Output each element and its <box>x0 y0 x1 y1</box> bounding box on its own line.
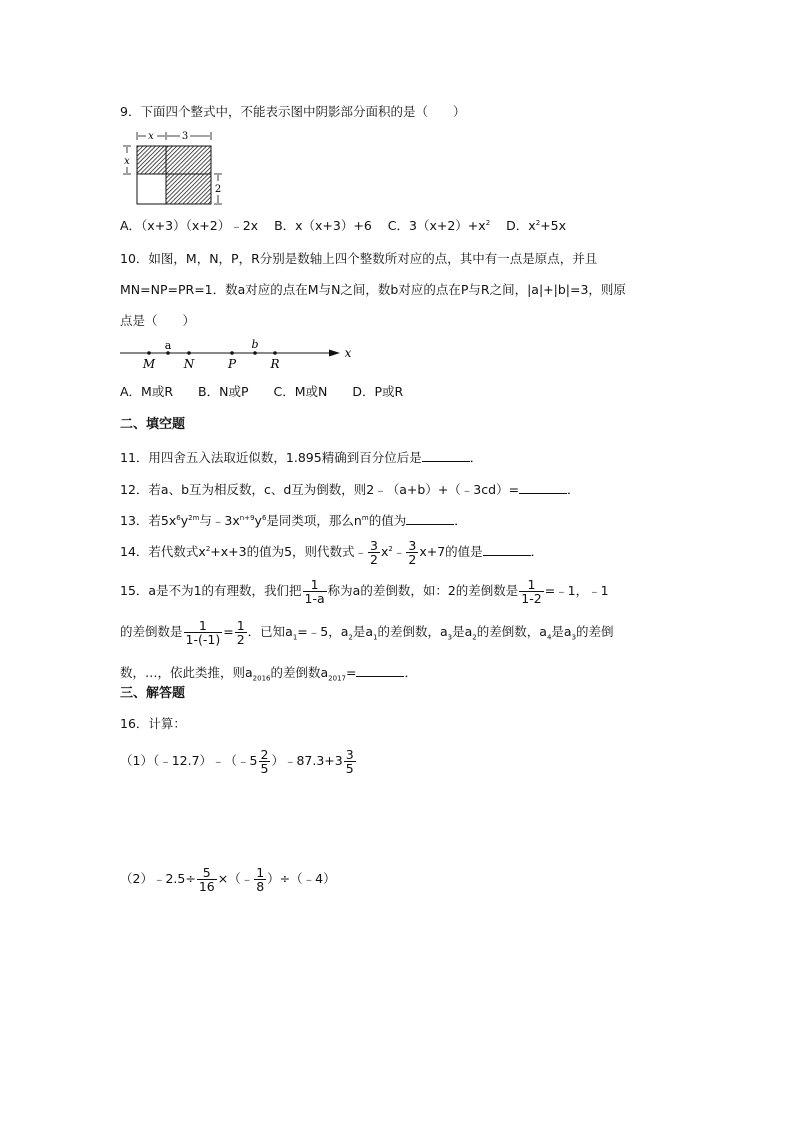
q15-line-3: 数，…，依此类推，则$a_{2016}$的差倒数$a_{2017}=$ ． <box>120 665 417 683</box>
q16-part-1: （1）（﹣12.7）﹣（﹣5 $\frac{2}{5}$ ）﹣87.3+3 $\frac{3}{5}$ <box>120 747 354 777</box>
q16-stem: 16．计算： <box>120 716 186 731</box>
q10-label-a: a <box>164 339 172 352</box>
q15-line-1: 15．a是不为1的有理数，我们把 $\frac{1}{1-a}$ 称为a的差倒数，如：2的差倒数是 $\frac{1}{1-2}$ =﹣1，﹣1 <box>120 577 609 607</box>
q13-blank[interactable] <box>406 512 454 525</box>
q9-option-b: B．x（x+3）+6 <box>274 218 372 233</box>
q10-options: A．M或R B．N或P C．M或N D．P或R <box>120 384 404 399</box>
q11: 11．用四舍五入法取近似数，1.895精确到百分位后是 ． <box>120 450 483 465</box>
q10-line-3: 点是（ ） <box>120 313 196 328</box>
q14: 14．若代数式$x^2+x+3$的值为5，则代数式﹣ $\frac{3}{2}$ $x^2﹣$ $\frac{3}{2}$ x+7的值是 ． <box>120 538 544 568</box>
q10-point-M <box>147 351 151 355</box>
q15-blank[interactable] <box>356 664 404 677</box>
q10-label-M: M <box>142 357 156 371</box>
q12-blank[interactable] <box>519 481 567 494</box>
q16-part-2: （2）﹣2.5÷ $\frac{5}{16}$ ×（﹣ $\frac{1}{8}$ ）÷（﹣4） <box>120 865 336 895</box>
q14-blank[interactable] <box>483 543 531 556</box>
q10-label-P: P <box>227 357 237 371</box>
q10-label-x: x <box>344 346 352 360</box>
q10-line-1: 10．如图，M，N，P，R分别是数轴上四个整数所对应的点，其中有一点是原点，并且 <box>120 251 598 266</box>
q15-line-2: 的差倒数是 $\frac{1}{1-(-1)}$ = $\frac{1}{2}$ ．已知$a_1=﹣5$，$a_2$是$a_1$的差倒数，$a_3$是$a_2$的差倒数，$a_4$是$a_3$的差倒 <box>120 618 614 648</box>
section-solve: 三、解答题 <box>120 686 186 701</box>
q9-option-d: D．$x^2+5x$ <box>506 218 566 233</box>
q9-option-c: C．$3(x+2)+x^2$ <box>387 218 491 233</box>
q9-label-right-2: 2 <box>214 184 222 195</box>
q10-point-P <box>230 351 234 355</box>
q9-options <box>120 220 566 233</box>
q11-blank[interactable] <box>422 449 470 462</box>
q10-line-2: MN=NP=PR=1．数a对应的点在M与N之间，数b对应的点在P与R之间，|a|+|b|=3，则原 <box>120 282 626 297</box>
q9-label-left-x: x <box>124 156 130 167</box>
q12: 12．若a、b互为相反数，c、d互为倒数，则2﹣（a+b）+（﹣3cd）= ． <box>120 482 580 497</box>
q10-label-R: R <box>270 357 280 371</box>
q9-label-top-3: 3 <box>181 131 189 142</box>
q10-label-N: N <box>183 357 195 371</box>
q9-stem: 9．下面四个整式中，不能表示图中阴影部分面积的是（ ） <box>120 104 466 119</box>
q10-label-b: b <box>251 338 259 351</box>
q10-number-line <box>118 336 358 372</box>
q9-option-a: A．（x+3）（x+2）﹣2x <box>120 218 259 233</box>
q9-figure <box>118 128 228 208</box>
q9-label-top-x: x <box>148 131 154 142</box>
q10-point-N <box>187 351 191 355</box>
q10-point-R <box>273 351 277 355</box>
section-fill-in-blanks: 二、填空题 <box>120 417 186 432</box>
q13: 13．若$5x^6y^{2m}$与$﹣3x^{n+9}y^6$是同类项，那么$n^m$的值为 ． <box>120 513 467 528</box>
q10-point-b <box>253 351 257 355</box>
